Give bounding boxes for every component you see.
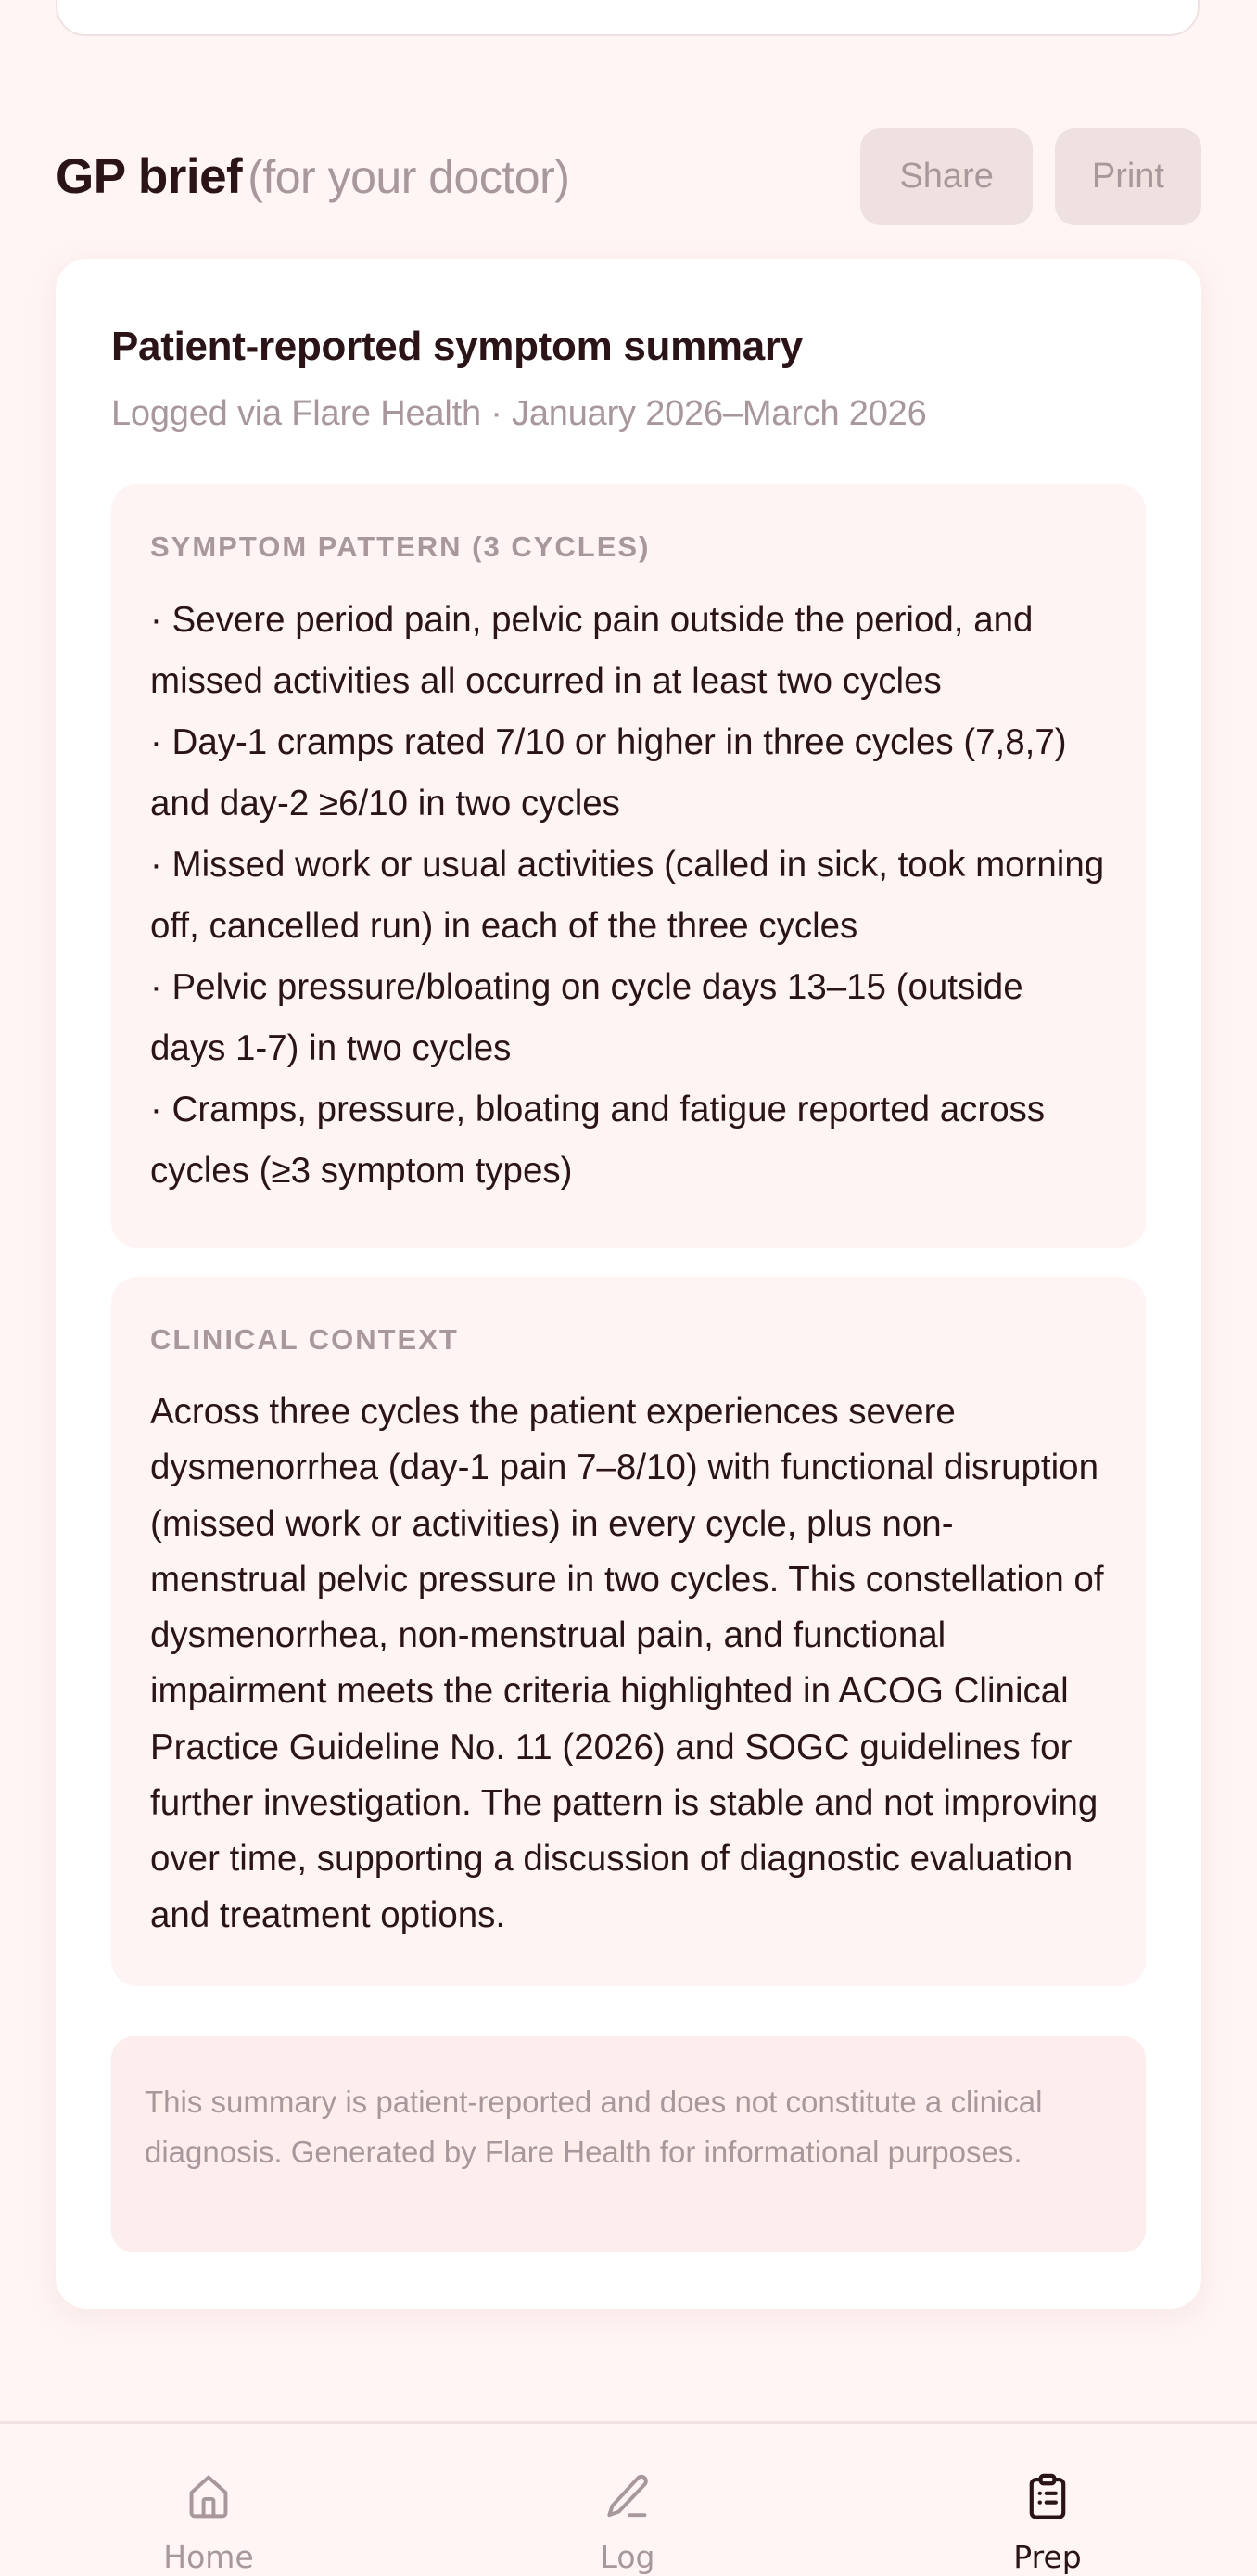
symptom-summary-card — [56, 259, 1201, 2309]
nav-label-log: Log — [600, 2539, 655, 2575]
symptom-pattern-item: · Cramps, pressure, bloating and fatigue reported across cycles (≥3 symptom types) — [150, 1090, 1046, 1191]
gp-brief-heading — [56, 148, 569, 205]
symptom-pattern-item: · Severe period pain, pelvic pain outside the period, and missed activities all occurred in at least two cycles — [150, 600, 1034, 701]
print-button[interactable]: Print — [1055, 128, 1201, 225]
gp-brief-subtitle: (for your doctor) — [248, 151, 570, 203]
nav-item-home[interactable] — [0, 2424, 417, 2576]
clinical-context-label: CLINICAL CONTEXT — [150, 1323, 459, 1356]
gp-brief-title: GP brief — [56, 149, 243, 204]
symptom-pattern-item: · Pelvic pressure/bloating on cycle days 13–15 (outside days 1-7) in two cycles — [150, 967, 1023, 1068]
clinical-context-section — [111, 1277, 1146, 1986]
brief-actions — [860, 128, 1201, 225]
share-button[interactable]: Share — [860, 128, 1032, 225]
summary-subtitle: Logged via Flare Health · January 2026–March 2026 — [111, 394, 927, 433]
pencil-icon — [600, 2469, 655, 2524]
summary-title: Patient-reported symptom summary — [111, 324, 803, 369]
previous-card — [56, 0, 1200, 36]
disclaimer-note: This summary is patient-reported and does not constitute a clinical diagnosis. Generated by Flare Health for informational purposes. — [111, 2036, 1146, 2252]
bottom-nav — [0, 2421, 1257, 2576]
symptom-pattern-list — [150, 590, 1107, 1202]
symptom-pattern-label: SYMPTOM PATTERN (3 CYCLES) — [150, 530, 651, 563]
clinical-context-body: Across three cycles the patient experiences severe dysmenorrhea (day-1 pain 7–8/10) with functional disruption (missed work or activities) in every cycle, plus non-menstrual pelvic pressure in two cycles. This constellation of dysmenorrhea, non-menstrual pain, and functional impairment meets the criteria highlighted in ACOG Clinical Practice Guideline No. 11 (2026) and SOGC guidelines for further investigation. The pattern is stable and not improving over time, supporting a discussion of diagnostic evaluation and treatment options. — [150, 1392, 1104, 1935]
nav-label-prep: Prep — [1013, 2539, 1082, 2575]
clipboard-icon — [1020, 2469, 1075, 2524]
nav-label-home: Home — [163, 2539, 254, 2575]
nav-item-log[interactable] — [417, 2424, 838, 2576]
symptom-pattern-item: · Day-1 cramps rated 7/10 or higher in three cycles (7,8,7) and day-2 ≥6/10 in two cycles — [150, 722, 1067, 823]
symptom-pattern-item: · Missed work or usual activities (called in sick, took morning off, cancelled run) in each of the three cycles — [150, 845, 1105, 946]
home-icon — [181, 2469, 236, 2524]
gp-brief-header — [56, 128, 1201, 225]
nav-item-prep[interactable] — [838, 2424, 1257, 2576]
symptom-pattern-section — [111, 484, 1146, 1248]
